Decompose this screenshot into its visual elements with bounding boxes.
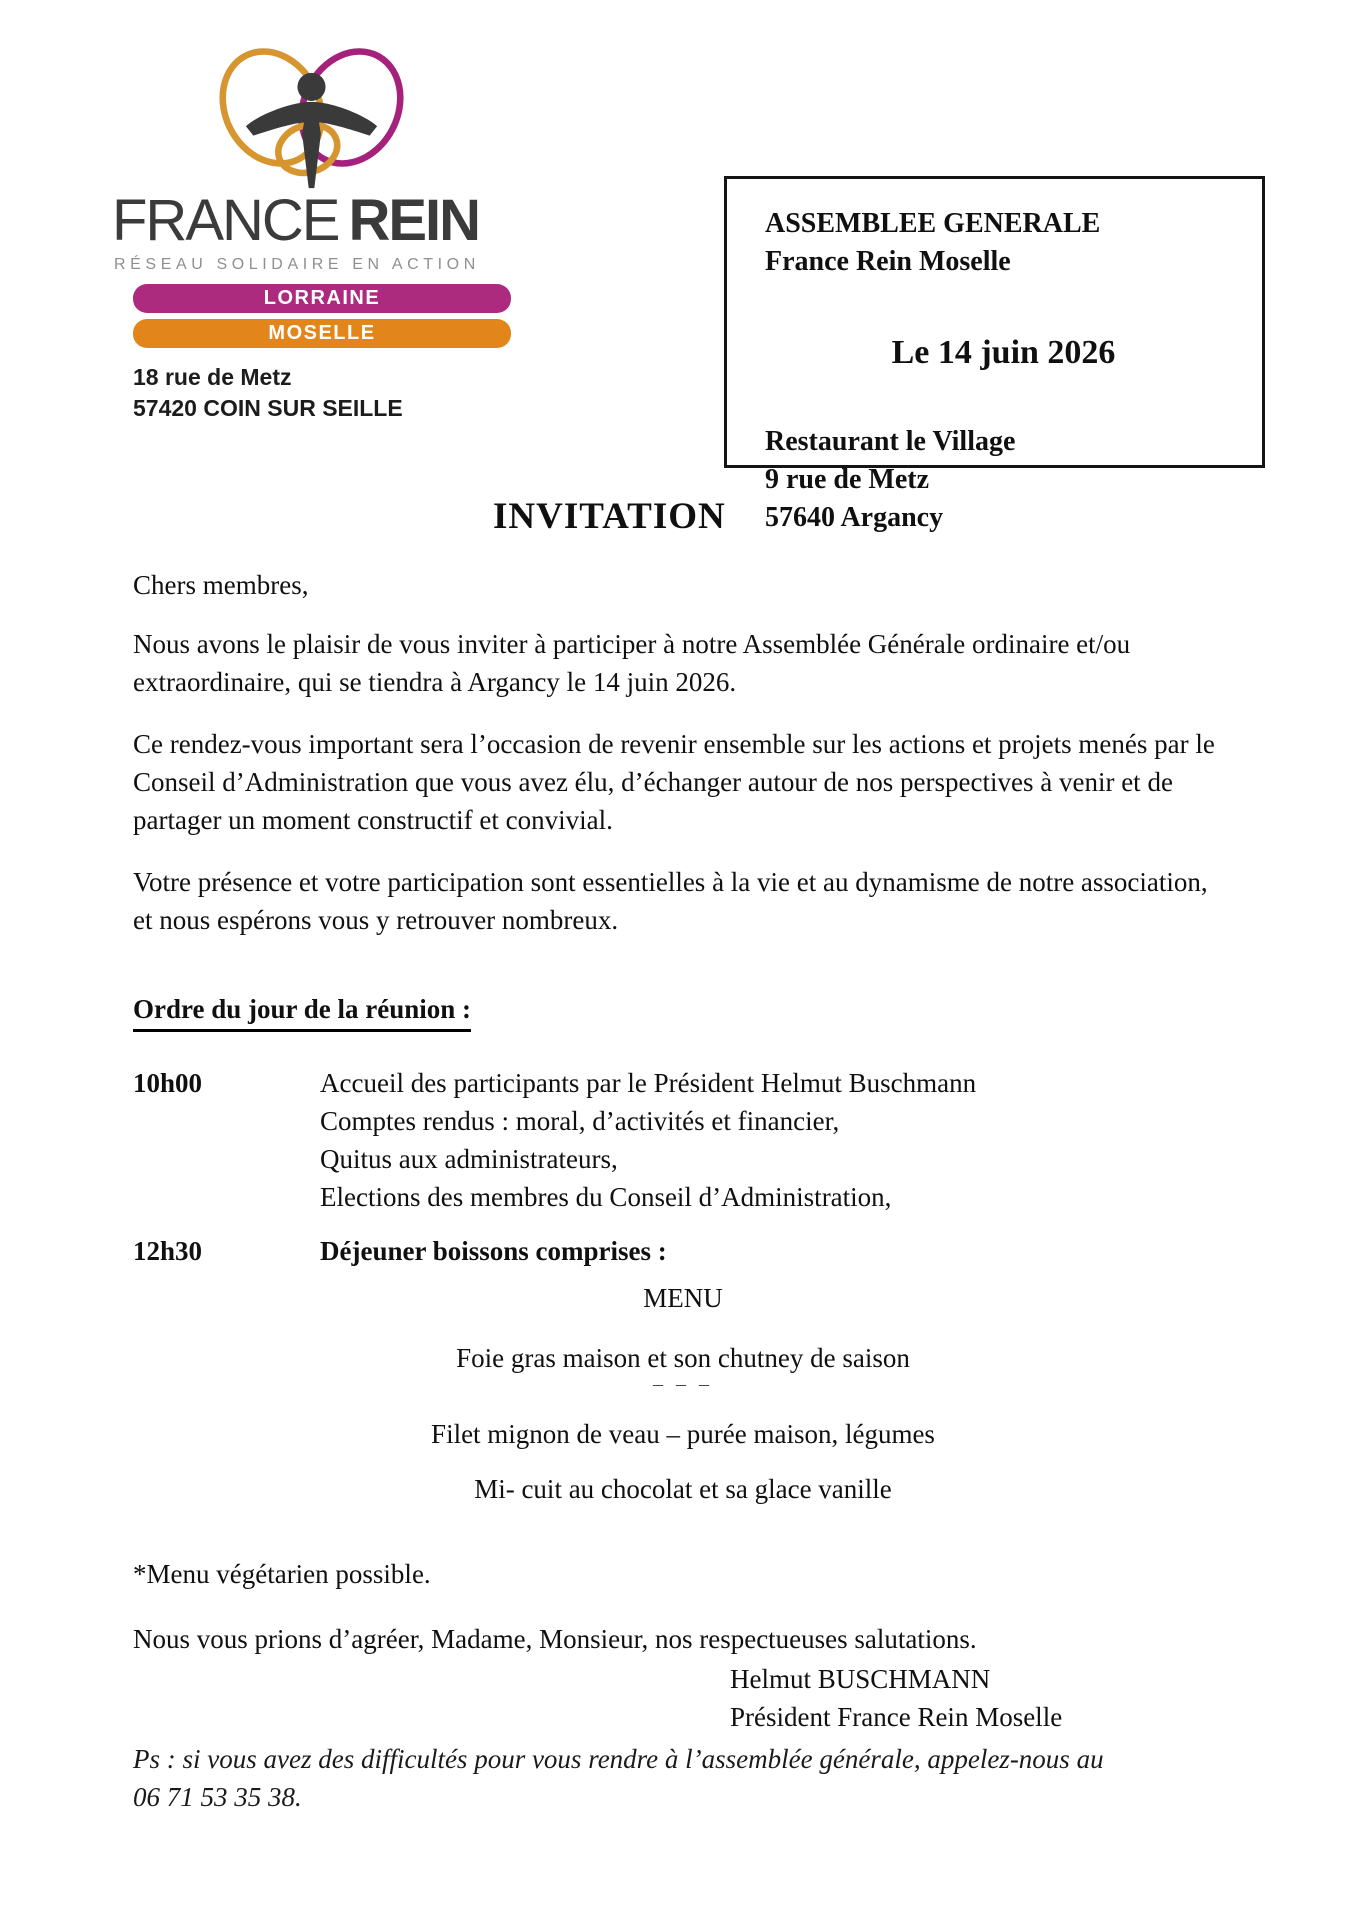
agenda-item: Elections des membres du Conseil d’Administration, xyxy=(320,1182,892,1212)
postscript-line1: Ps : si vous avez des difficultés pour vous rendre à l’assemblée générale, appelez-nous au xyxy=(133,1744,1104,1774)
agenda-row-lunch xyxy=(133,1232,1233,1270)
badge-moselle: MOSELLE xyxy=(133,319,511,348)
signature-title: Président France Rein Moselle xyxy=(730,1702,1063,1732)
badge-lorraine: LORRAINE xyxy=(133,284,511,313)
brand-name xyxy=(112,190,512,252)
paragraph-3: Votre présence et votre participation sont essentielles à la vie et au dynamisme de notre association, et nous espérons vous y retrouver nombreux. xyxy=(133,867,1208,935)
menu-course-main: Filet mignon de veau – purée maison, légumes xyxy=(431,1419,935,1449)
event-subtitle: France Rein Moselle xyxy=(765,246,1011,277)
agenda-item: Comptes rendus : moral, d’activités et financier, xyxy=(320,1106,840,1136)
agenda-time-10h00: 10h00 xyxy=(133,1068,203,1098)
org-address-street: 18 rue de Metz xyxy=(133,364,292,390)
menu-block xyxy=(133,1279,1233,1508)
paragraph-2: Ce rendez-vous important sera l’occasion de revenir ensemble sur les actions et projets menés par le Conseil d’Administration que vous avez élu, d’échanger autour de nos perspectives à venir et de partager un moment constructif et convivial. xyxy=(133,729,1215,835)
vegetarian-note: *Menu végétarien possible. xyxy=(133,1559,431,1589)
venue-street: 9 rue de Metz xyxy=(765,464,930,495)
agenda-item: Déjeuner boissons comprises : xyxy=(320,1236,667,1266)
letter-heading: INVITATION xyxy=(493,496,726,537)
agenda-items-lunch xyxy=(320,1232,1233,1270)
agenda-items-morning xyxy=(320,1064,1233,1216)
france-rein-logo-block xyxy=(110,40,512,424)
menu-course-starter: Foie gras maison et son chutney de saison xyxy=(456,1343,910,1373)
closing-sentence: Nous vous prions d’agréer, Madame, Monsieur, nos respectueuses salutations. xyxy=(133,1624,977,1654)
postscript xyxy=(133,1740,1233,1816)
venue-city: 57640 Argancy xyxy=(765,502,944,533)
postscript-line2: 06 71 53 35 38. xyxy=(133,1782,302,1812)
heart-figure-logo-icon xyxy=(199,40,424,190)
agenda-item: Accueil des participants par le Président Helmut Buschmann xyxy=(320,1068,977,1098)
brand-name-rein: REIN xyxy=(348,188,480,253)
org-address-city: 57420 COIN SUR SEILLE xyxy=(133,395,403,421)
agenda-item: Quitus aux administrateurs, xyxy=(320,1144,618,1174)
menu-separator: – – – xyxy=(653,1373,713,1395)
menu-course-dessert: Mi- cuit au chocolat et sa glace vanille xyxy=(474,1474,892,1504)
venue-name: Restaurant le Village xyxy=(765,426,1016,457)
paragraph-1: Nous avons le plaisir de vous inviter à participer à notre Assemblée Générale ordinaire et/ou extraordinaire, qui se tiendra à Argancy le 14 juin 2026. xyxy=(133,629,1131,697)
organization-address xyxy=(133,362,512,424)
event-info-box xyxy=(724,176,1265,533)
event-title: ASSEMBLEE GENERALE xyxy=(765,208,1101,239)
event-venue xyxy=(765,423,1242,537)
agenda-time-12h30: 12h30 xyxy=(133,1236,203,1266)
agenda-title: Ordre du jour de la réunion : xyxy=(133,990,1233,1032)
menu-title: MENU xyxy=(643,1283,723,1313)
event-date: Le 14 juin 2026 xyxy=(891,334,1116,371)
signature-block xyxy=(730,1660,1233,1736)
brand-name-france: FRANCE xyxy=(112,188,339,253)
agenda-row-morning xyxy=(133,1064,1233,1216)
brand-tagline: RÉSEAU SOLIDAIRE EN ACTION xyxy=(114,256,480,273)
signature-name: Helmut BUSCHMANN xyxy=(730,1664,991,1694)
salutation: Chers membres, xyxy=(133,570,309,600)
